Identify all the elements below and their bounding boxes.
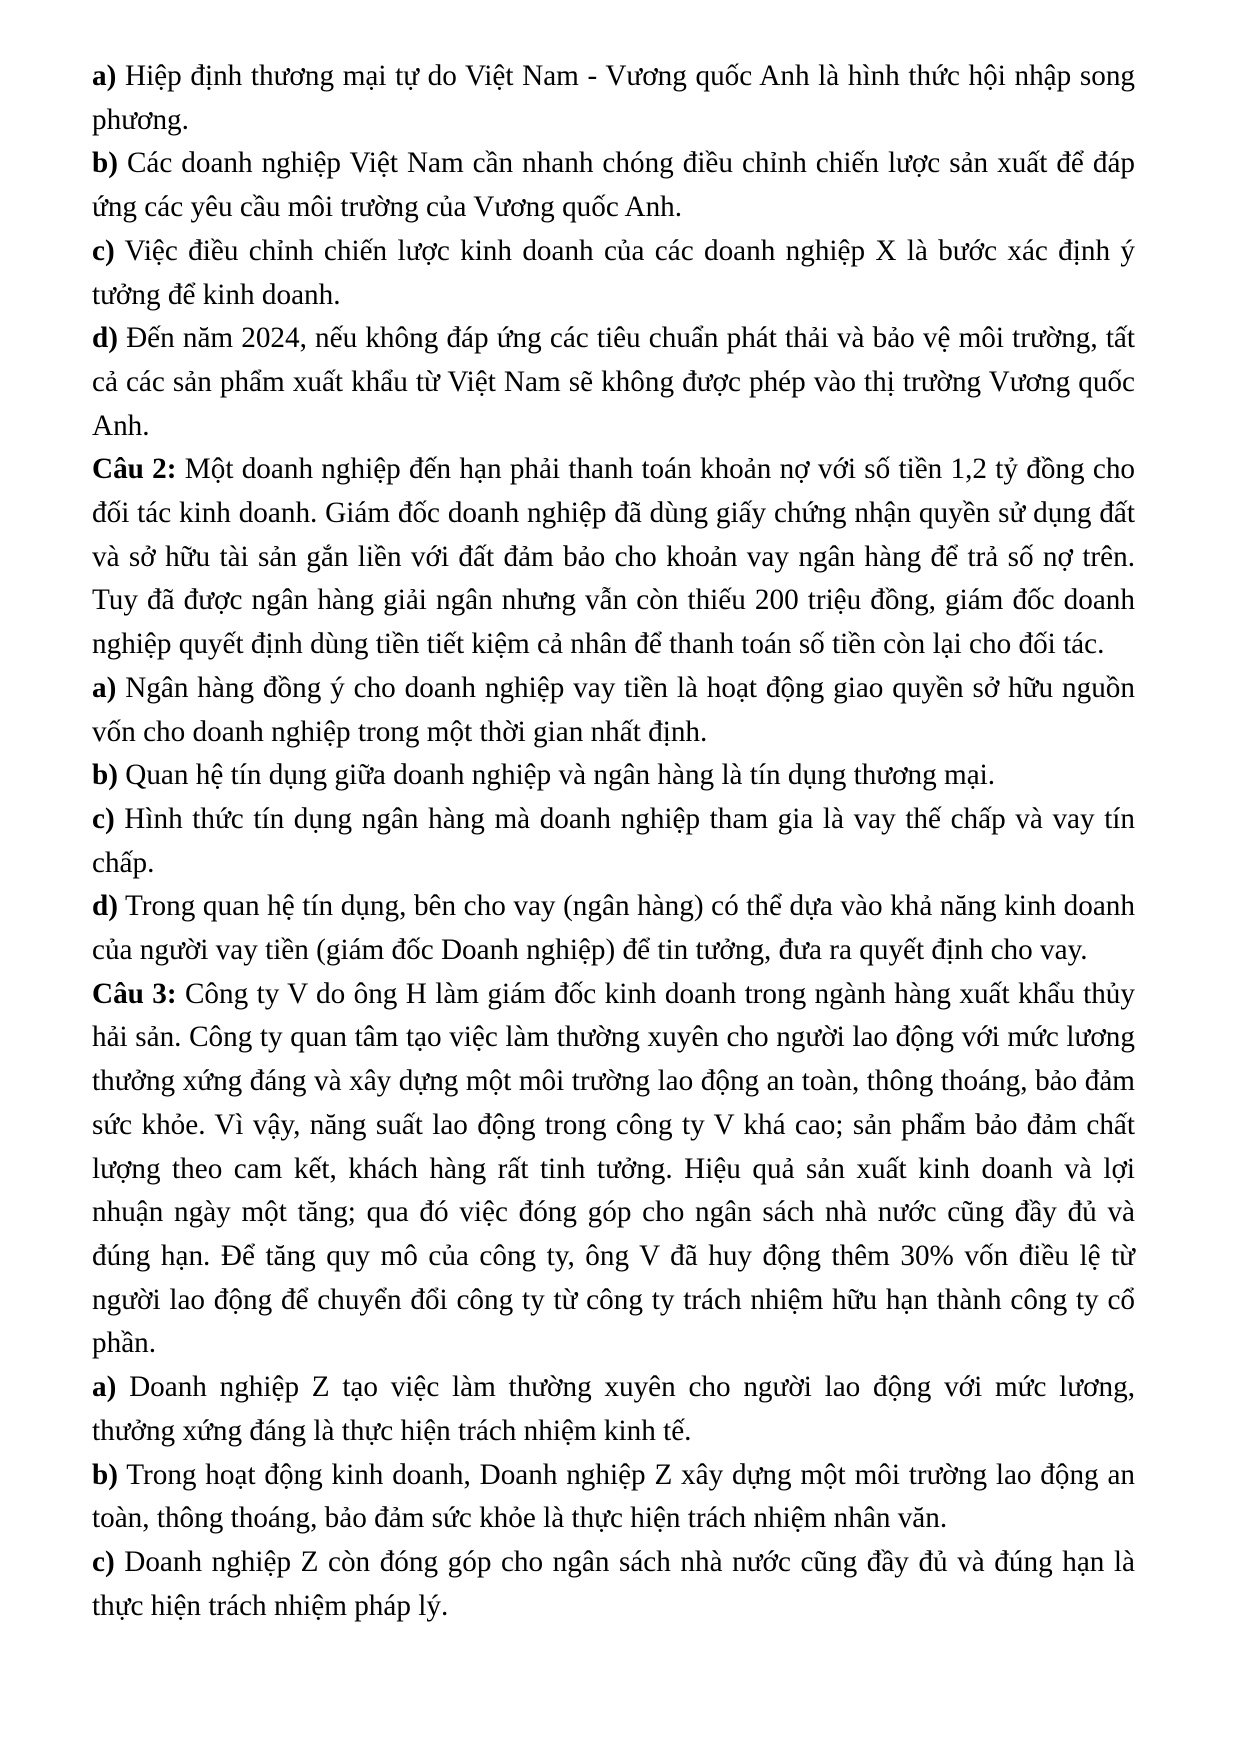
para-11-statement-a bbox=[92, 1366, 1135, 1453]
statement-text: Quan hệ tín dụng giữa doanh nghiệp và ngân hàng là tín dụng thương mại. bbox=[125, 759, 996, 792]
statement-label: d) bbox=[92, 890, 118, 923]
para-13-statement-c bbox=[92, 1541, 1135, 1628]
statement-label: b) bbox=[92, 147, 118, 180]
statement-label: d) bbox=[92, 322, 118, 355]
para-3-statement-c bbox=[92, 230, 1135, 317]
statement-text: Trong quan hệ tín dụng, bên cho vay (ngân hàng) có thể dựa vào khả năng kinh doanh của người vay tiền (giám đốc Doanh nghiệp) để tin tưởng, đưa ra quyết định cho vay. bbox=[92, 890, 1135, 967]
statement-text: Doanh nghiệp Z tạo việc làm thường xuyên cho người lao động với mức lương, thưởng xứng đáng là thực hiện trách nhiệm kinh tế. bbox=[92, 1371, 1135, 1447]
para-12-statement-b bbox=[92, 1454, 1135, 1541]
para-1-statement-a bbox=[92, 55, 1135, 142]
para-9-statement-d bbox=[92, 885, 1135, 972]
statement-text: Doanh nghiệp Z còn đóng góp cho ngân sách nhà nước cũng đầy đủ và đúng hạn là thực hiện trách nhiệm pháp lý. bbox=[92, 1545, 1136, 1622]
para-5-question-2 bbox=[92, 448, 1135, 667]
statement-label: c) bbox=[92, 802, 115, 835]
statement-label: b) bbox=[92, 1458, 118, 1491]
statement-text: Đến năm 2024, nếu không đáp ứng các tiêu chuẩn phát thải và bảo vệ môi trường, tất cả các sản phẩm xuất khẩu từ Việt Nam sẽ không được phép vào thị trường Vương quốc Anh. bbox=[92, 322, 1135, 442]
question-text: Công ty V do ông H làm giám đốc kinh doanh trong ngành hàng xuất khẩu thủy hải sản. Công ty quan tâm tạo việc làm thường xuyên cho người lao động với mức lương thưởng xứng đáng và xây dựng một môi trường lao động an toàn, thông thoáng, bảo đảm sức khỏe. Vì vậy, năng suất lao động trong công ty V khá cao; sản phẩm bảo đảm chất lượng theo cam kết, khách hàng rất tinh tưởng. Hiệu quả sản xuất kinh doanh và lợi nhuận ngày một tăng; qua đó việc đóng góp cho ngân sách nhà nước cũng đầy đủ và đúng hạn. Để tăng quy mô của công ty, ông V đã huy động thêm 30% vốn điều lệ từ người lao động để chuyển đổi công ty từ công ty trách nhiệm hữu hạn thành công ty cổ phần. bbox=[92, 977, 1135, 1360]
statement-text: Các doanh nghiệp Việt Nam cần nhanh chóng điều chỉnh chiến lược sản xuất để đáp ứng các yêu cầu môi trường của Vương quốc Anh. bbox=[92, 147, 1135, 224]
para-10-question-3 bbox=[92, 973, 1135, 1366]
statement-text: Ngân hàng đồng ý cho doanh nghiệp vay tiền là hoạt động giao quyền sở hữu nguồn vốn cho doanh nghiệp trong một thời gian nhất định. bbox=[92, 671, 1135, 748]
statement-text: Việc điều chỉnh chiến lược kinh doanh của các doanh nghiệp X là bước xác định ý tưởng để kinh doanh. bbox=[92, 234, 1135, 311]
para-7-statement-b bbox=[92, 754, 1135, 798]
statement-label: c) bbox=[92, 234, 115, 267]
statement-label: a) bbox=[92, 60, 117, 92]
statement-text: Hiệp định thương mại tự do Việt Nam - Vương quốc Anh là hình thức hội nhập song phương. bbox=[92, 60, 1136, 136]
para-8-statement-c bbox=[92, 798, 1135, 885]
question-label: Câu 3: bbox=[92, 977, 177, 1010]
para-2-statement-b bbox=[92, 142, 1135, 229]
statement-label: b) bbox=[92, 759, 118, 792]
para-6-statement-a bbox=[92, 667, 1135, 754]
question-text: Một doanh nghiệp đến hạn phải thanh toán khoản nợ với số tiền 1,2 tỷ đồng cho đối tác kinh doanh. Giám đốc doanh nghiệp đã dùng giấy chứng nhận quyền sử dụng đất và sở hữu tài sản gắn liền với đất đảm bảo cho khoản vay ngân hàng để trả số nợ trên. Tuy đã được ngân hàng giải ngân nhưng vẫn còn thiếu 200 triệu đồng, giám đốc doanh nghiệp quyết định dùng tiền tiết kiệm cả nhân để thanh toán số tiền còn lại cho đối tác. bbox=[92, 453, 1136, 661]
statement-label: a) bbox=[92, 671, 117, 704]
statement-label: a) bbox=[92, 1371, 117, 1404]
statement-label: c) bbox=[92, 1545, 115, 1578]
statement-text: Hình thức tín dụng ngân hàng mà doanh nghiệp tham gia là vay thế chấp và vay tín chấp. bbox=[92, 802, 1136, 879]
question-label: Câu 2: bbox=[92, 453, 177, 486]
para-4-statement-d bbox=[92, 317, 1135, 448]
statement-text: Trong hoạt động kinh doanh, Doanh nghiệp Z xây dựng một môi trường lao động an toàn, thông thoáng, bảo đảm sức khỏe là thực hiện trách nhiệm nhân văn. bbox=[92, 1458, 1135, 1535]
